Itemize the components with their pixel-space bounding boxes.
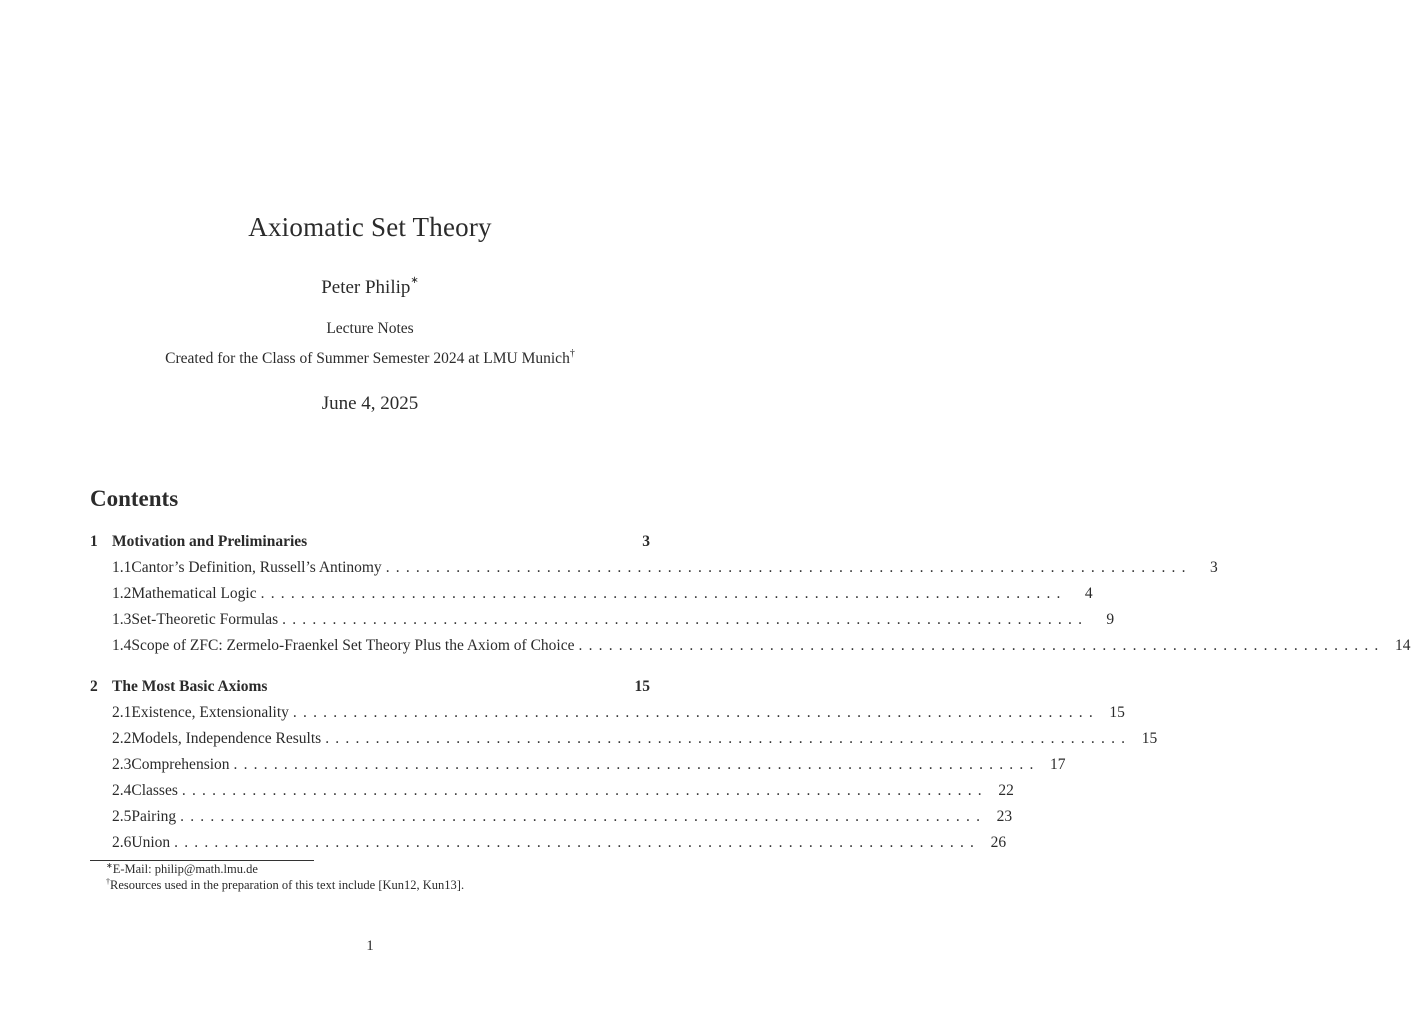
author-name: Peter Philip [321, 277, 411, 298]
footnote-resources-mark: † [106, 877, 110, 886]
footnote-email-mark: ∗ [106, 861, 113, 870]
toc-entry-number: 2.6 [112, 834, 132, 851]
toc-entry-title: Scope of ZFC: Zermelo-Fraenkel Set Theory Plus the Axiom of Choice [131, 637, 575, 654]
toc-entry-page: 26 [990, 834, 1007, 851]
toc-entry-number: 2.2 [112, 730, 132, 747]
toc-entry-title: Existence, Extensionality [131, 704, 289, 721]
toc-dot-leader: ................................................................................ [325, 730, 1132, 747]
toc-entry-title: Set-Theoretic Formulas [131, 611, 279, 628]
toc-section-row[interactable] [90, 533, 650, 553]
toc-entry-number: 2 [90, 678, 98, 695]
toc-entry-number: 2.4 [112, 782, 132, 799]
toc-entry-page: 3 [1209, 559, 1218, 576]
toc-dot-leader: ................................................................................ [292, 704, 1099, 721]
toc-entry-page: 14 [1395, 637, 1411, 654]
toc-subsection-row[interactable] [90, 730, 1158, 750]
toc-entry-title: Comprehension [131, 756, 230, 773]
toc-entry-page: 23 [996, 808, 1013, 825]
toc-subsection-row[interactable] [90, 559, 1218, 579]
toc-subsection-row[interactable] [90, 834, 1007, 854]
page-number: 1 [366, 938, 374, 954]
toc-entry-page: 15 [1141, 730, 1158, 747]
toc-dot-leader: ................................................................................ [174, 834, 981, 851]
toc-subsection-row[interactable] [90, 637, 1411, 657]
toc-entry-title: Motivation and Preliminaries [112, 533, 308, 550]
footnote-resources-text: Resources used in the preparation of this text include [Kun12, Kun13]. [110, 878, 465, 892]
toc-entry-page: 3 [642, 533, 650, 550]
toc-entry-title: Mathematical Logic [131, 585, 257, 602]
created-for-text: Created for the Class of Summer Semester 2024 at LMU Munich [165, 350, 570, 367]
footnote-email-text: E-Mail: philip@math.lmu.de [112, 862, 258, 876]
toc-entry-page: 22 [998, 782, 1014, 799]
toc-dot-leader: ................................................................................ [260, 585, 1067, 602]
document-date: June 4, 2025 [321, 393, 419, 414]
toc-dot-leader: ................................................................................ [233, 756, 1040, 773]
toc-dot-leader: ................................................................................ [282, 611, 1089, 628]
toc-entry-number: 2.1 [112, 704, 132, 721]
toc-subsection-row[interactable] [90, 704, 1125, 724]
author-footnote-mark: ∗ [410, 275, 419, 286]
toc-subsection-row[interactable] [90, 808, 1013, 828]
footnote-rule [90, 860, 314, 861]
toc-entry-number: 1.4 [112, 637, 132, 654]
toc-entry-number: 2.5 [112, 808, 132, 825]
contents-heading: Contents [90, 486, 179, 511]
author-line [0, 277, 740, 299]
toc-entry-title: The Most Basic Axioms [112, 678, 268, 695]
footnote-email [106, 862, 258, 877]
toc-section-row[interactable] [90, 678, 650, 698]
toc-entry-page: 9 [1106, 611, 1115, 628]
toc-entry-page: 4 [1084, 585, 1093, 602]
toc-dot-leader: ................................................................................ [180, 808, 987, 825]
created-for-line [0, 350, 740, 368]
toc-entry-number: 1.1 [112, 559, 132, 576]
toc-entry-title: Classes [131, 782, 178, 799]
toc-entry-page: 15 [1109, 704, 1125, 721]
toc-entry-number: 1.2 [112, 585, 132, 602]
toc-dot-leader: ................................................................................ [181, 782, 988, 799]
created-for-footnote-mark: † [569, 348, 575, 359]
toc-entry-number: 1 [90, 533, 98, 550]
toc-dot-leader: ................................................................................ [385, 559, 1192, 576]
toc-entry-title: Models, Independence Results [131, 730, 322, 747]
toc-entry-title: Cantor’s Definition, Russell’s Antinomy [131, 559, 382, 576]
toc-entry-number: 1.3 [112, 611, 132, 628]
document-title: Axiomatic Set Theory [248, 212, 492, 242]
toc-subsection-row[interactable] [90, 585, 1093, 605]
footnote-resources [106, 878, 464, 893]
toc-dot-leader: ................................................................................ [578, 637, 1385, 654]
toc-entry-title: Union [131, 834, 171, 851]
toc-subsection-row[interactable] [90, 756, 1066, 776]
toc-entry-title: Pairing [131, 808, 177, 825]
document-type: Lecture Notes [326, 320, 414, 337]
toc-subsection-row[interactable] [90, 782, 1014, 802]
toc-entry-page: 15 [634, 678, 650, 695]
toc-entry-page: 17 [1050, 756, 1066, 773]
toc-entry-number: 2.3 [112, 756, 132, 773]
toc-subsection-row[interactable] [90, 611, 1115, 631]
